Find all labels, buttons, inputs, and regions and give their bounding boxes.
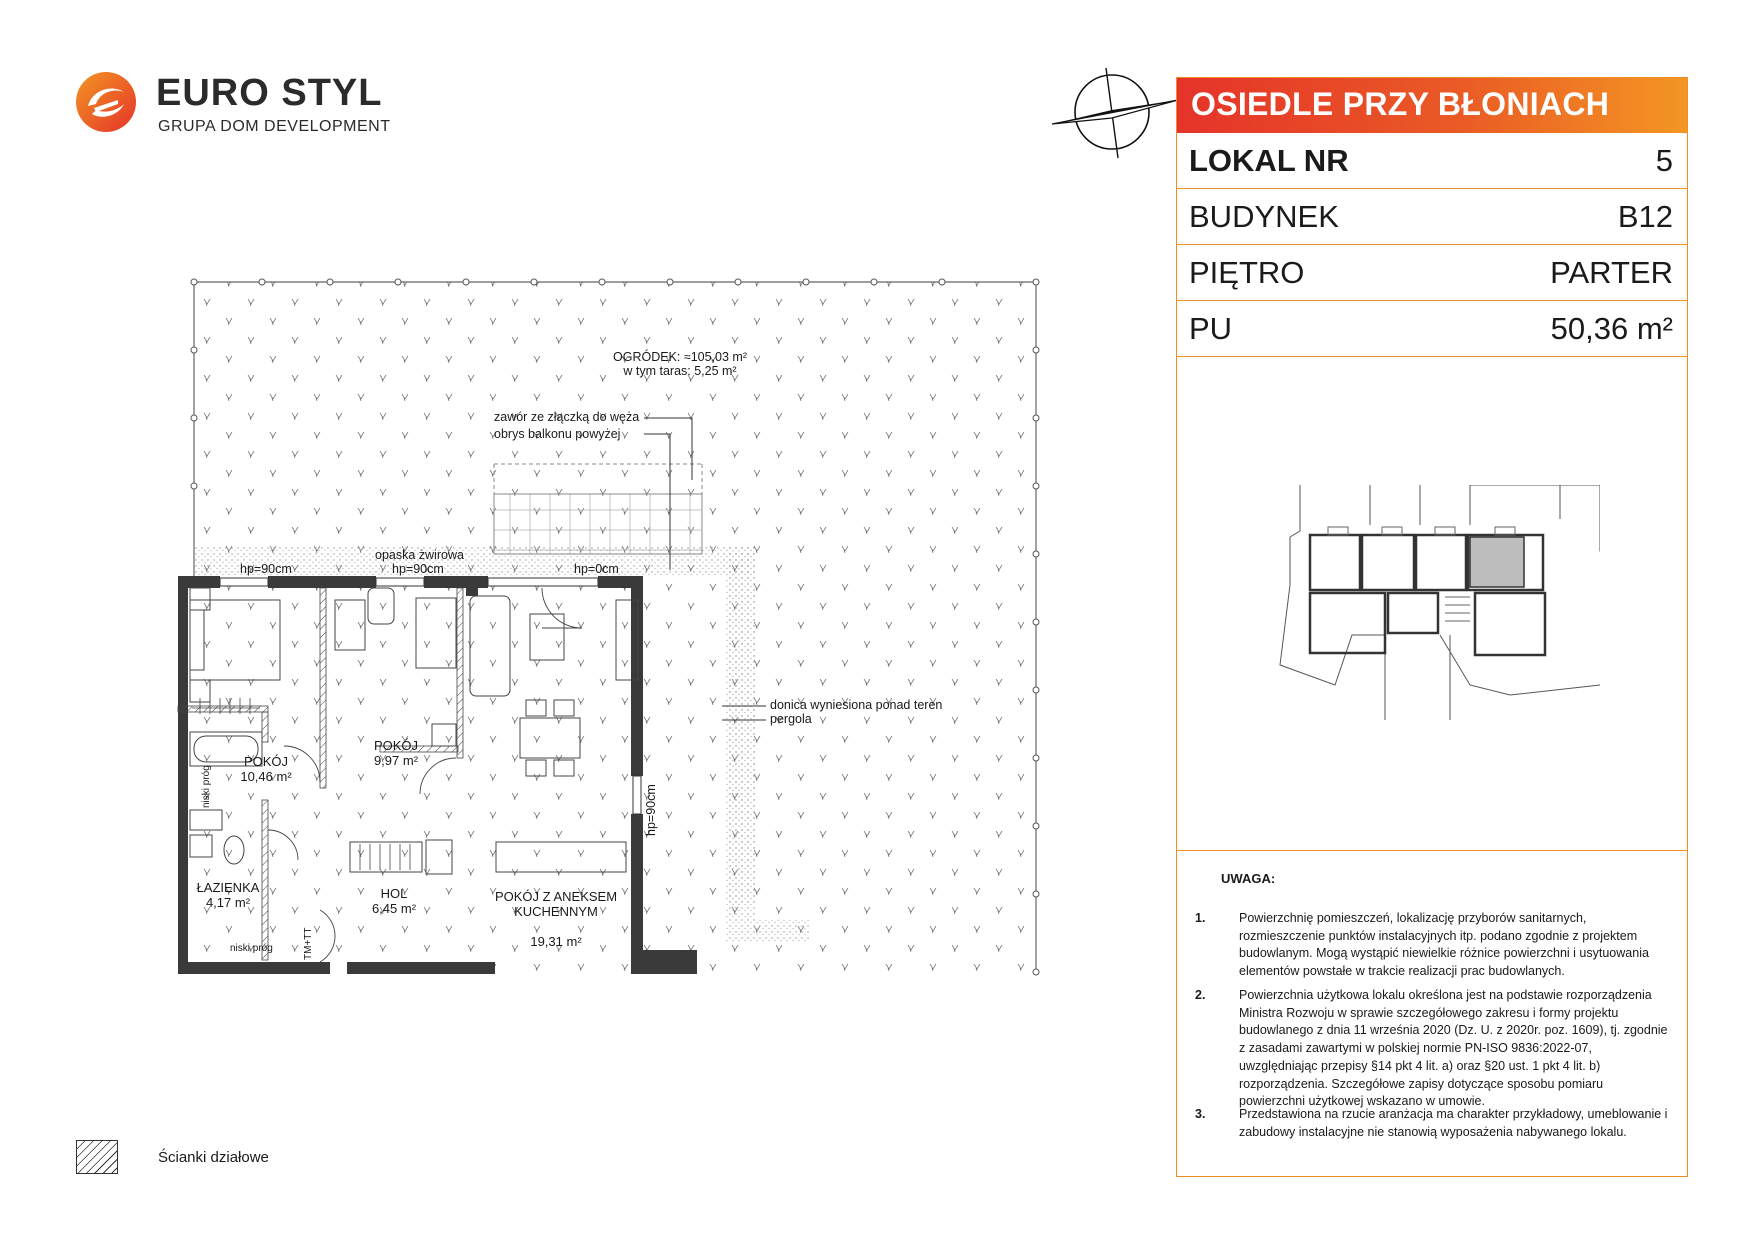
- note-number: 3.: [1195, 1107, 1206, 1121]
- building-value: B12: [1617, 199, 1673, 234]
- north-arrow-icon: [1050, 62, 1180, 162]
- room-name: POKÓJ Z ANEKSEM KUCHENNYM: [494, 889, 618, 919]
- building-label: BUDYNEK: [1189, 199, 1339, 234]
- room-area: 4,17 m²: [205, 895, 251, 910]
- garden-area-line2: w tym taras: 5,25 m²: [623, 364, 737, 378]
- note-number: 1.: [1195, 911, 1206, 925]
- sill-height-annotation: hp=0cm: [574, 562, 619, 576]
- room-label-bedroom-1: [240, 754, 291, 784]
- note-item: [1195, 987, 1668, 1113]
- sill-height-annotation: hp=90cm: [240, 562, 292, 576]
- low-threshold-annotation: niski próg: [230, 943, 273, 954]
- notes-title: UWAGA:: [1221, 871, 1276, 886]
- note-number: 2.: [1195, 988, 1206, 1002]
- room-area: 19,31 m²: [530, 934, 582, 949]
- info-row-unit: [1177, 133, 1687, 189]
- notes-divider: [1177, 850, 1687, 851]
- partition-wall-swatch: [76, 1140, 118, 1174]
- usable-area-value: 50,36 m²: [1550, 311, 1673, 346]
- building-key-plan: [1270, 485, 1600, 725]
- brand-name: EURO STYL: [156, 72, 383, 114]
- pergola-annotation: pergola: [770, 712, 812, 726]
- room-name: POKÓJ: [373, 738, 419, 753]
- note-text: Powierzchnię pomieszczeń, lokalizację przyborów sanitarnych, rozmieszczenie punktów instalacyjnych itp. podano zgodnie z projektem budowlanym. Mogą wystąpić niewielkie różnice powierzchni i usytuowania elementów powstałe w trakcie realizacji prac budowlanych.: [1239, 911, 1649, 979]
- floor-value: PARTER: [1550, 255, 1673, 290]
- note-text: Przedstawiona na rzucie aranżacja ma charakter przykładowy, umeblowanie i zabudowy instalacyjne nie stanowią wyposażenia nabywanego lokalu.: [1239, 1107, 1668, 1139]
- sill-height-annotation: hp=90cm: [644, 784, 658, 836]
- floor-plan: [170, 270, 1050, 990]
- highlighted-unit: [1470, 537, 1524, 587]
- usable-area-label: PU: [1189, 311, 1233, 346]
- info-row-area: [1177, 301, 1687, 357]
- info-row-floor: [1177, 245, 1687, 301]
- floor-label: PIĘTRO: [1189, 255, 1305, 290]
- note-item: [1195, 910, 1665, 982]
- sill-height-annotation: hp=90cm: [392, 562, 444, 576]
- room-label-hall: [372, 886, 416, 916]
- garden-area-line1: OGRÓDEK: ≈105,03 m²: [613, 350, 747, 364]
- project-name: OSIEDLE PRZY BŁONIACH: [1191, 86, 1610, 122]
- unit-number-value: 5: [1655, 143, 1673, 178]
- room-name: POKÓJ: [243, 754, 289, 769]
- brand-logo: [74, 70, 394, 140]
- gravel-band-annotation: opaska żwirowa: [375, 548, 464, 562]
- balcony-outline-annotation: obrys balkonu powyżej: [494, 427, 621, 441]
- planter-annotation: donica wyniesiona ponad teren: [770, 698, 943, 712]
- room-name: HOL: [380, 886, 408, 901]
- project-header: [1177, 78, 1687, 133]
- legend-label: Ścianki działowe: [158, 1149, 269, 1166]
- room-area: 10,46 m²: [240, 769, 292, 784]
- valve-annotation: zawór ze złączką do węża: [494, 410, 640, 424]
- room-area: 6,45 m²: [371, 901, 417, 916]
- note-text: Powierzchnia użytkowa lokalu określona jest na podstawie rozporządzenia Ministra Rozwoju w sprawie szczegółowego zakresu i formy projektu budowlanego z dnia 11 września 2020 (Dz. U. z 2020r. poz. 1609), tj. zgodnie z zasadami zawartymi w polskiej normie PN-ISO 9836:2022-07, uwzględniając przepisy §14 pkt 4 lit. a) oraz §20 ust. 1 pkt 4 lit. b) rozporządzenia. Szczegółowe zapisy dotyczące sposobu pomiaru powierzchni użytkowej wskazano w umowie.: [1239, 988, 1668, 1109]
- brand-subtitle: GRUPA DOM DEVELOPMENT: [158, 118, 391, 135]
- low-threshold-annotation: niski próg: [201, 765, 212, 808]
- garden-area-label: [613, 350, 747, 378]
- tm-tt-annotation: TM+TT: [303, 927, 314, 960]
- unit-number-label: LOKAL NR: [1189, 143, 1349, 178]
- euro-styl-logo-mark: [74, 70, 138, 134]
- room-name: ŁAZIENKA: [196, 880, 260, 895]
- room-label-bedroom-2: [374, 738, 418, 768]
- note-item: [1195, 1106, 1668, 1160]
- room-area: 9,97 m²: [373, 753, 419, 768]
- room-label-bathroom: [197, 880, 260, 910]
- room-label-living-kitchen: [495, 874, 617, 964]
- info-row-building: [1177, 189, 1687, 245]
